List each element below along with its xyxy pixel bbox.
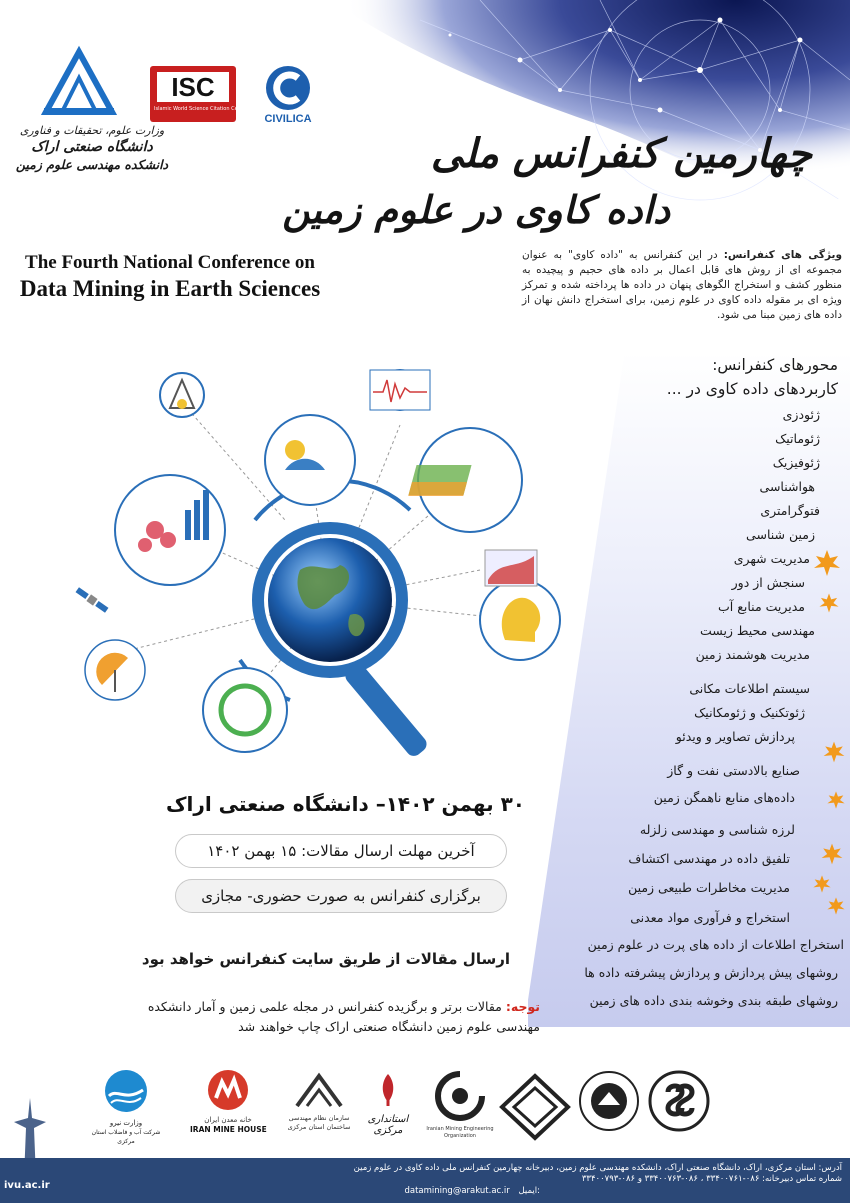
faculty-name: دانشکده مهندسی علوم زمین (15, 157, 169, 172)
ministry-name: وزارت علوم، تحقیقات و فناوری (19, 124, 165, 137)
list-item: مدیریت شهری (733, 551, 810, 566)
isc-logo-text: ISC (157, 72, 229, 102)
statistics-society-seal-icon (648, 1070, 710, 1132)
mine-house-name-fa: خانه معدن ایران (204, 1116, 252, 1124)
university-name: دانشگاه صنعتی اراک (31, 139, 153, 155)
mining-society-name: Iranian Mining Engineering Organization (426, 1126, 494, 1139)
list-item: صنایع بالادستی نفت و گاز (667, 763, 800, 778)
list-item: پردازش تصاویر و ویدئو (675, 729, 795, 744)
watermark: ivu.ac.ir (4, 1180, 50, 1191)
list-item: سنجش از دور (731, 575, 805, 590)
list-item: سیستم اطلاعات مکانی (689, 681, 810, 696)
mining-society-icon (434, 1070, 486, 1122)
building-icon (293, 1072, 345, 1110)
geoscience-society-seal-icon (578, 1070, 640, 1132)
list-item: ژئوماتیک (775, 431, 820, 446)
list-item: ژئوفیزیک (772, 455, 820, 470)
list-item: زمین شناسی (746, 527, 815, 542)
conference-title-en-line1: The Fourth National Conference on (25, 252, 315, 273)
publication-note (130, 997, 540, 1037)
list-item: روشهای پیش پردازش و پردازش پیشرفته داده ها (584, 965, 838, 980)
list-item: استخراج اطلاعات از داده های پرت در علوم زمین (587, 937, 844, 952)
conference-title-fa-line2: داده کاوی در علوم زمین (282, 187, 670, 232)
list-item: مدیریت منابع آب (718, 599, 805, 614)
globe-icon (268, 538, 392, 662)
list-item: تلفیق داده در مهندسی اکتشاف (628, 851, 790, 866)
footer-phones: شماره تماس دبیرخانه: ۰۸۶-۳۳۴۰۰۷۶۱ ، ۰۸۶-۳۳۴۰۰۷۶۳ و ۰۸۶-۳۳۴۰۰۷۹۳ (581, 1174, 842, 1184)
university-logo (40, 48, 118, 118)
submission-notice: ارسال مقالات از طریق سایت کنفرانس خواهد بود (141, 950, 510, 968)
data-mining-infographic (70, 370, 540, 770)
maple-leaf-icon (826, 896, 846, 916)
iran-mine-house-logo (190, 1068, 266, 1135)
governor-name: استانداری مرکزی (367, 1114, 409, 1136)
conference-title-en-line2: Data Mining in Earth Sciences (19, 276, 321, 301)
isc-logo-subtitle: Islamic World Science Citation Center (154, 106, 248, 112)
list-item: ژئوتکنیک و ژئومکانیک (694, 705, 805, 720)
footer-email-row (405, 1186, 541, 1196)
maple-leaf-icon (818, 592, 840, 614)
maple-leaf-icon (822, 740, 846, 764)
conference-features (522, 248, 842, 323)
civilica-logo-text: CIVILICA (264, 113, 312, 125)
arak-university-seal-icon (500, 1074, 570, 1140)
list-item: هواشناسی (759, 479, 815, 494)
water-ministry-name: وزارت نیرو (109, 1119, 143, 1127)
water-drop-icon (103, 1068, 149, 1114)
university-name-block (12, 122, 172, 173)
list-item: ژئودزی (782, 407, 820, 422)
features-text: در این کنفرانس به "داده کاوی" به عنوان مجموعه ای از روش های قابل اعمال بر داده های حجیم و پیچیده به منظور کشف و استخراج الگوهای پنهان در داده ها پرداخته شده و تمرکز ویژه ای بر مقوله داده کاوی در علوم زمین، برای استخراج دانش نهان از داده های زمین مبنا می شود. (522, 249, 842, 321)
mine-house-name-en: IRAN MINE HOUSE (190, 1125, 267, 1134)
footer-email-label: ایمیل: (518, 1186, 540, 1196)
isc-logo (150, 66, 248, 122)
list-item: مدیریت مخاطرات طبیعی زمین (628, 880, 790, 895)
note-label: توجه: (505, 999, 540, 1014)
footer-address: آدرس: استان مرکزی، اراک، دانشگاه صنعتی اراک، دانشکده مهندسی علوم زمین، دبیرخانه چهارمین کنفرانس ملی داده کاوی در علوم زمین (353, 1163, 842, 1173)
list-item: داده‌های منابع ناهمگن زمین (653, 790, 795, 805)
eco-globe-icon (203, 668, 287, 752)
list-item: مهندسی محیط زیست (700, 623, 815, 638)
engineering-org-name: سازمان نظام مهندسی ساختمان استان مرکزی (287, 1114, 351, 1131)
topics-subheading: کاربردهای داده کاوی در ... (666, 380, 838, 398)
list-item: مدیریت هوشمند زمین (695, 647, 810, 662)
mining-society-logo (425, 1070, 495, 1140)
list-item: فتوگرامتری (760, 503, 820, 518)
engineering-org-logo (280, 1072, 358, 1132)
emblem-icon (373, 1072, 403, 1110)
civilica-logo (258, 64, 318, 112)
list-item: لرزه شناسی و مهندسی زلزله (639, 822, 795, 837)
submission-deadline: آخرین مهلت ارسال مقالات: ۱۵ بهمن ۱۴۰۲ (175, 834, 507, 868)
satellite-icon (75, 586, 109, 613)
governor-logo (360, 1072, 416, 1136)
conference-title-fa-line1: چهارمین کنفرانس ملی (430, 130, 812, 177)
maple-leaf-icon (812, 874, 832, 894)
note-text: مقالات برتر و برگزیده کنفرانس در مجله علمی زمین و آمار دانشکده مهندسی علوم زمین دانشگاه صنعتی اراک چاپ خواهند شد (147, 999, 540, 1034)
mine-house-icon (206, 1068, 250, 1112)
footer-email[interactable]: datamining@arakut.ac.ir (404, 1186, 510, 1196)
maple-leaf-icon (812, 548, 842, 578)
list-item: روشهای طبقه بندی وخوشه بندی داده های زمین (589, 993, 838, 1008)
water-company-logo (90, 1068, 162, 1146)
maple-leaf-icon (820, 842, 844, 866)
topics-heading: محورهای کنفرانس: (712, 356, 838, 374)
list-item: استخراج و فرآوری مواد معدنی (630, 910, 790, 925)
attendance-mode: برگزاری کنفرانس به صورت حضوری- مجازی (175, 879, 507, 913)
maple-leaf-icon (826, 790, 846, 810)
conference-date-venue: ۳۰ بهمن ۱۴۰۲– دانشگاه صنعتی اراک (166, 792, 525, 816)
features-label: ویژگی های کنفرانس: (723, 249, 842, 261)
water-company-name: شرکت آب و فاضلاب استان مرکزی (91, 1129, 161, 1145)
magnifier-handle (342, 661, 430, 759)
